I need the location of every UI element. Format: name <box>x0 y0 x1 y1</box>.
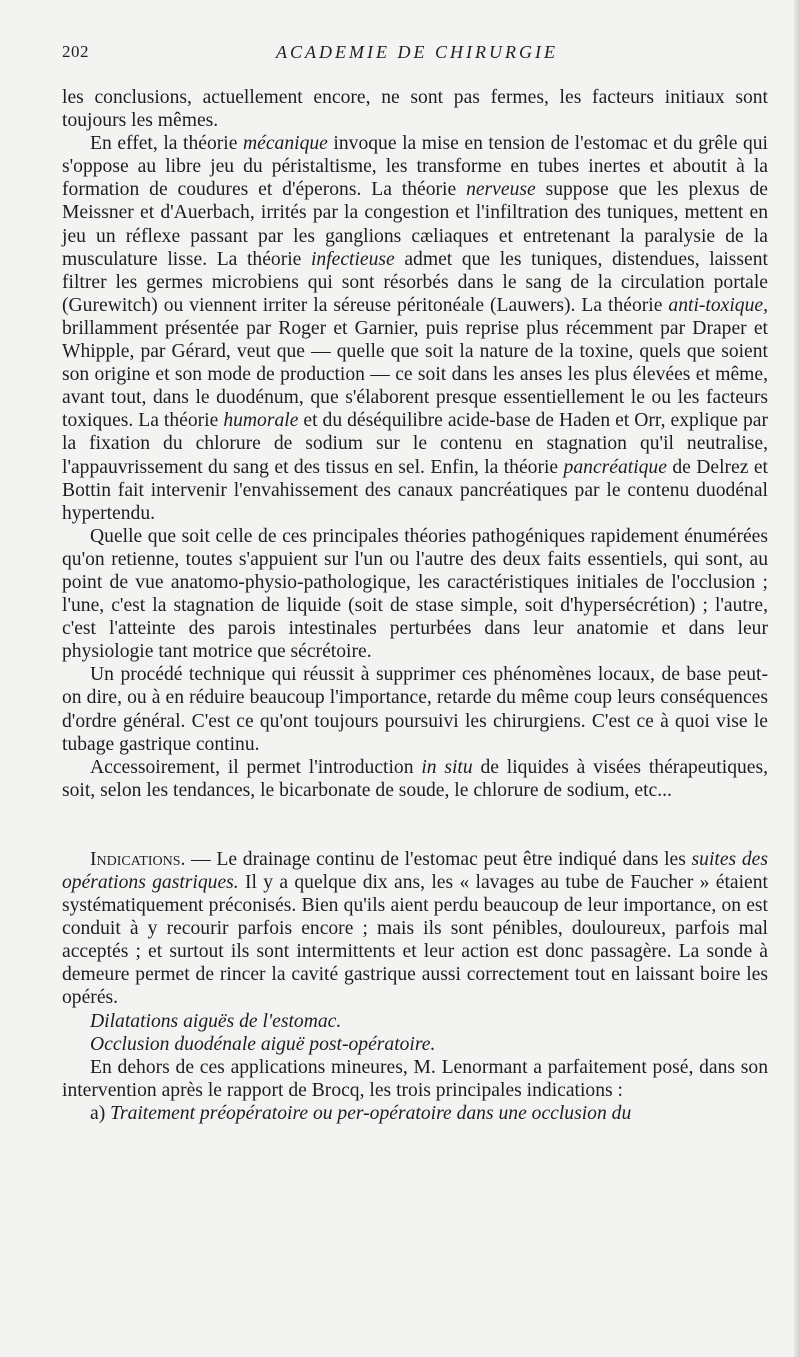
text-segment: in situ <box>421 756 473 778</box>
text-segment: Indications. <box>90 848 186 870</box>
text-segment: Occlusion duodénale aiguë post-opératoire. <box>90 1033 436 1055</box>
text-segment: Traitement préopératoire ou per-opératoire dans une occlusion du <box>110 1102 632 1124</box>
paragraph-common-facts <box>62 525 768 664</box>
text-segment: Il y a quelque dix ans, les « lavages au tube de Faucher » étaient systématiquement préconisés. Bien qu'ils aient perdu beaucoup de leur importance, on est conduit à y recourir parfois encore ; mais ils sont pénibles, douloureux, parfois mal acceptés ; et surtout ils sont intermittents et leur action est donc passagère. La sonde à demeure permet de rincer la cavité gastrique aussi correctement tout en laissant boire les opérés. <box>62 872 768 1009</box>
text-segment: Un procédé technique qui réussit à supprimer ces phénomènes locaux, de base peut-on dire, ou à en réduire beaucoup l'importance, retarde du même coup leurs conséquences d'ordre général. C'est ce qu'ont toujours poursuivi les chirurgiens. C'est ce à quoi vise le tubage gastrique continu. <box>62 664 768 755</box>
page-edge <box>794 0 800 1357</box>
paragraph-theories <box>62 132 768 525</box>
text-segment: de Delrez et Bottin fait intervenir l'envahissement des canaux pancréatiques par le contenu duodénal hypertendu. <box>62 456 768 524</box>
text-segment: Dilatations aiguës de l'estomac. <box>90 1010 342 1032</box>
text-segment: humorale <box>223 410 299 432</box>
text-segment: admet que les tuniques, distendues, laissent filtrer les germes microbiens qui sont résorbés dans le sang de la circulation portale (Gurewitch) ou viennent irriter la séreuse péritonéale (Lauwers). La théorie <box>62 248 768 316</box>
text-segment: Quelle que soit celle de ces principales théories pathogéniques rapidement énumérées qu'on retienne, toutes s'appuient sur l'un ou l'autre des deux faits essentiels, qui sont, au point de vue anatomo-physio-pathologique, les caractéristiques initiales de l'occlusion ; l'une, c'est la stagnation de liquide (soit de stase simple, soit d'hypersécrétion) ; l'autre, c'est l'atteinte des parois intestinales perturbées dans leur anatomie et dans leur physiologie tant motrice que sécrétoire. <box>62 525 768 663</box>
text-segment: — Le drainage continu de l'estomac peut être indiqué dans les <box>185 848 692 870</box>
text-segment: les conclusions, actuellement encore, ne sont pas fermes, les facteurs initiaux sont toujours les mêmes. <box>62 87 768 132</box>
text-segment: et du déséquilibre acide-base de Haden et Orr, explique par la fixation du chlorure de sodium sur le contenu en stagnation qu'il neutralise, l'appauvrissement du sang et des tissus en sel. Enfin, la théorie <box>62 410 768 478</box>
text-segment: suppose que les plexus de Meissner et d'Auerbach, irrités par la congestion et l'infiltration des tuniques, mettent en jeu un réflexe passant par les ganglions cæliaques et entretenant la paralysie de la musculature lisse. La théorie <box>62 179 768 270</box>
page-number: 202 <box>62 42 89 61</box>
paragraph-accessory <box>62 756 768 802</box>
text-segment: invoque la mise en tension de l'estomac et du grêle qui s'oppose au libre jeu du péristaltisme, les transforme en tubes inertes et aboutit à la formation de coudures et d'éperons. La théorie <box>62 133 768 201</box>
paragraph-technique <box>62 663 768 755</box>
text-segment: nerveuse <box>466 179 536 201</box>
page-header <box>62 42 772 66</box>
paragraph-lenormant <box>62 1056 768 1102</box>
text-segment: Accessoirement, il permet l'introduction <box>90 756 422 778</box>
running-title: ACADEMIE DE CHIRURGIE <box>276 42 558 62</box>
paragraph-indications <box>62 848 768 1010</box>
text-segment: , brillamment présentée par Roger et Garnier, puis reprise plus récemment par Draper et Whipple, par Gérard, veut que — quelle que soit la nature de la toxine, quels que soient son origine et son mode de production — ce soit dans les anses les plus élevées et même, avant tout, dans le duodénum, que s'élaborent presque essentiellement le ou les facteurs toxiques. La théorie <box>62 294 768 432</box>
paragraph-dilatations <box>62 1010 768 1033</box>
text-segment: infectieuse <box>310 248 395 270</box>
text-segment: a) <box>90 1102 111 1124</box>
paragraph-occlusion <box>62 1033 768 1056</box>
text-segment: suites des opérations gastriques. <box>62 848 768 893</box>
text-segment: mécanique <box>242 133 328 155</box>
section-gap <box>62 802 768 848</box>
text-segment: En dehors de ces applications mineures, M. Lenormant a parfaitement posé, dans son intervention après le rapport de Brocq, les trois principales indications : <box>62 1056 768 1101</box>
text-segment: En effet, la théorie <box>90 133 243 155</box>
paragraph-item-a <box>62 1102 768 1125</box>
text-segment: de liquides à visées thérapeutiques, soit, selon les tendances, le bicarbonate de soude, le chlorure de sodium, etc... <box>62 756 769 801</box>
paragraph-continuation <box>62 86 768 132</box>
text-segment: pancréatique <box>563 456 667 478</box>
body-text <box>62 86 768 1125</box>
text-segment: anti-toxique <box>668 294 764 316</box>
